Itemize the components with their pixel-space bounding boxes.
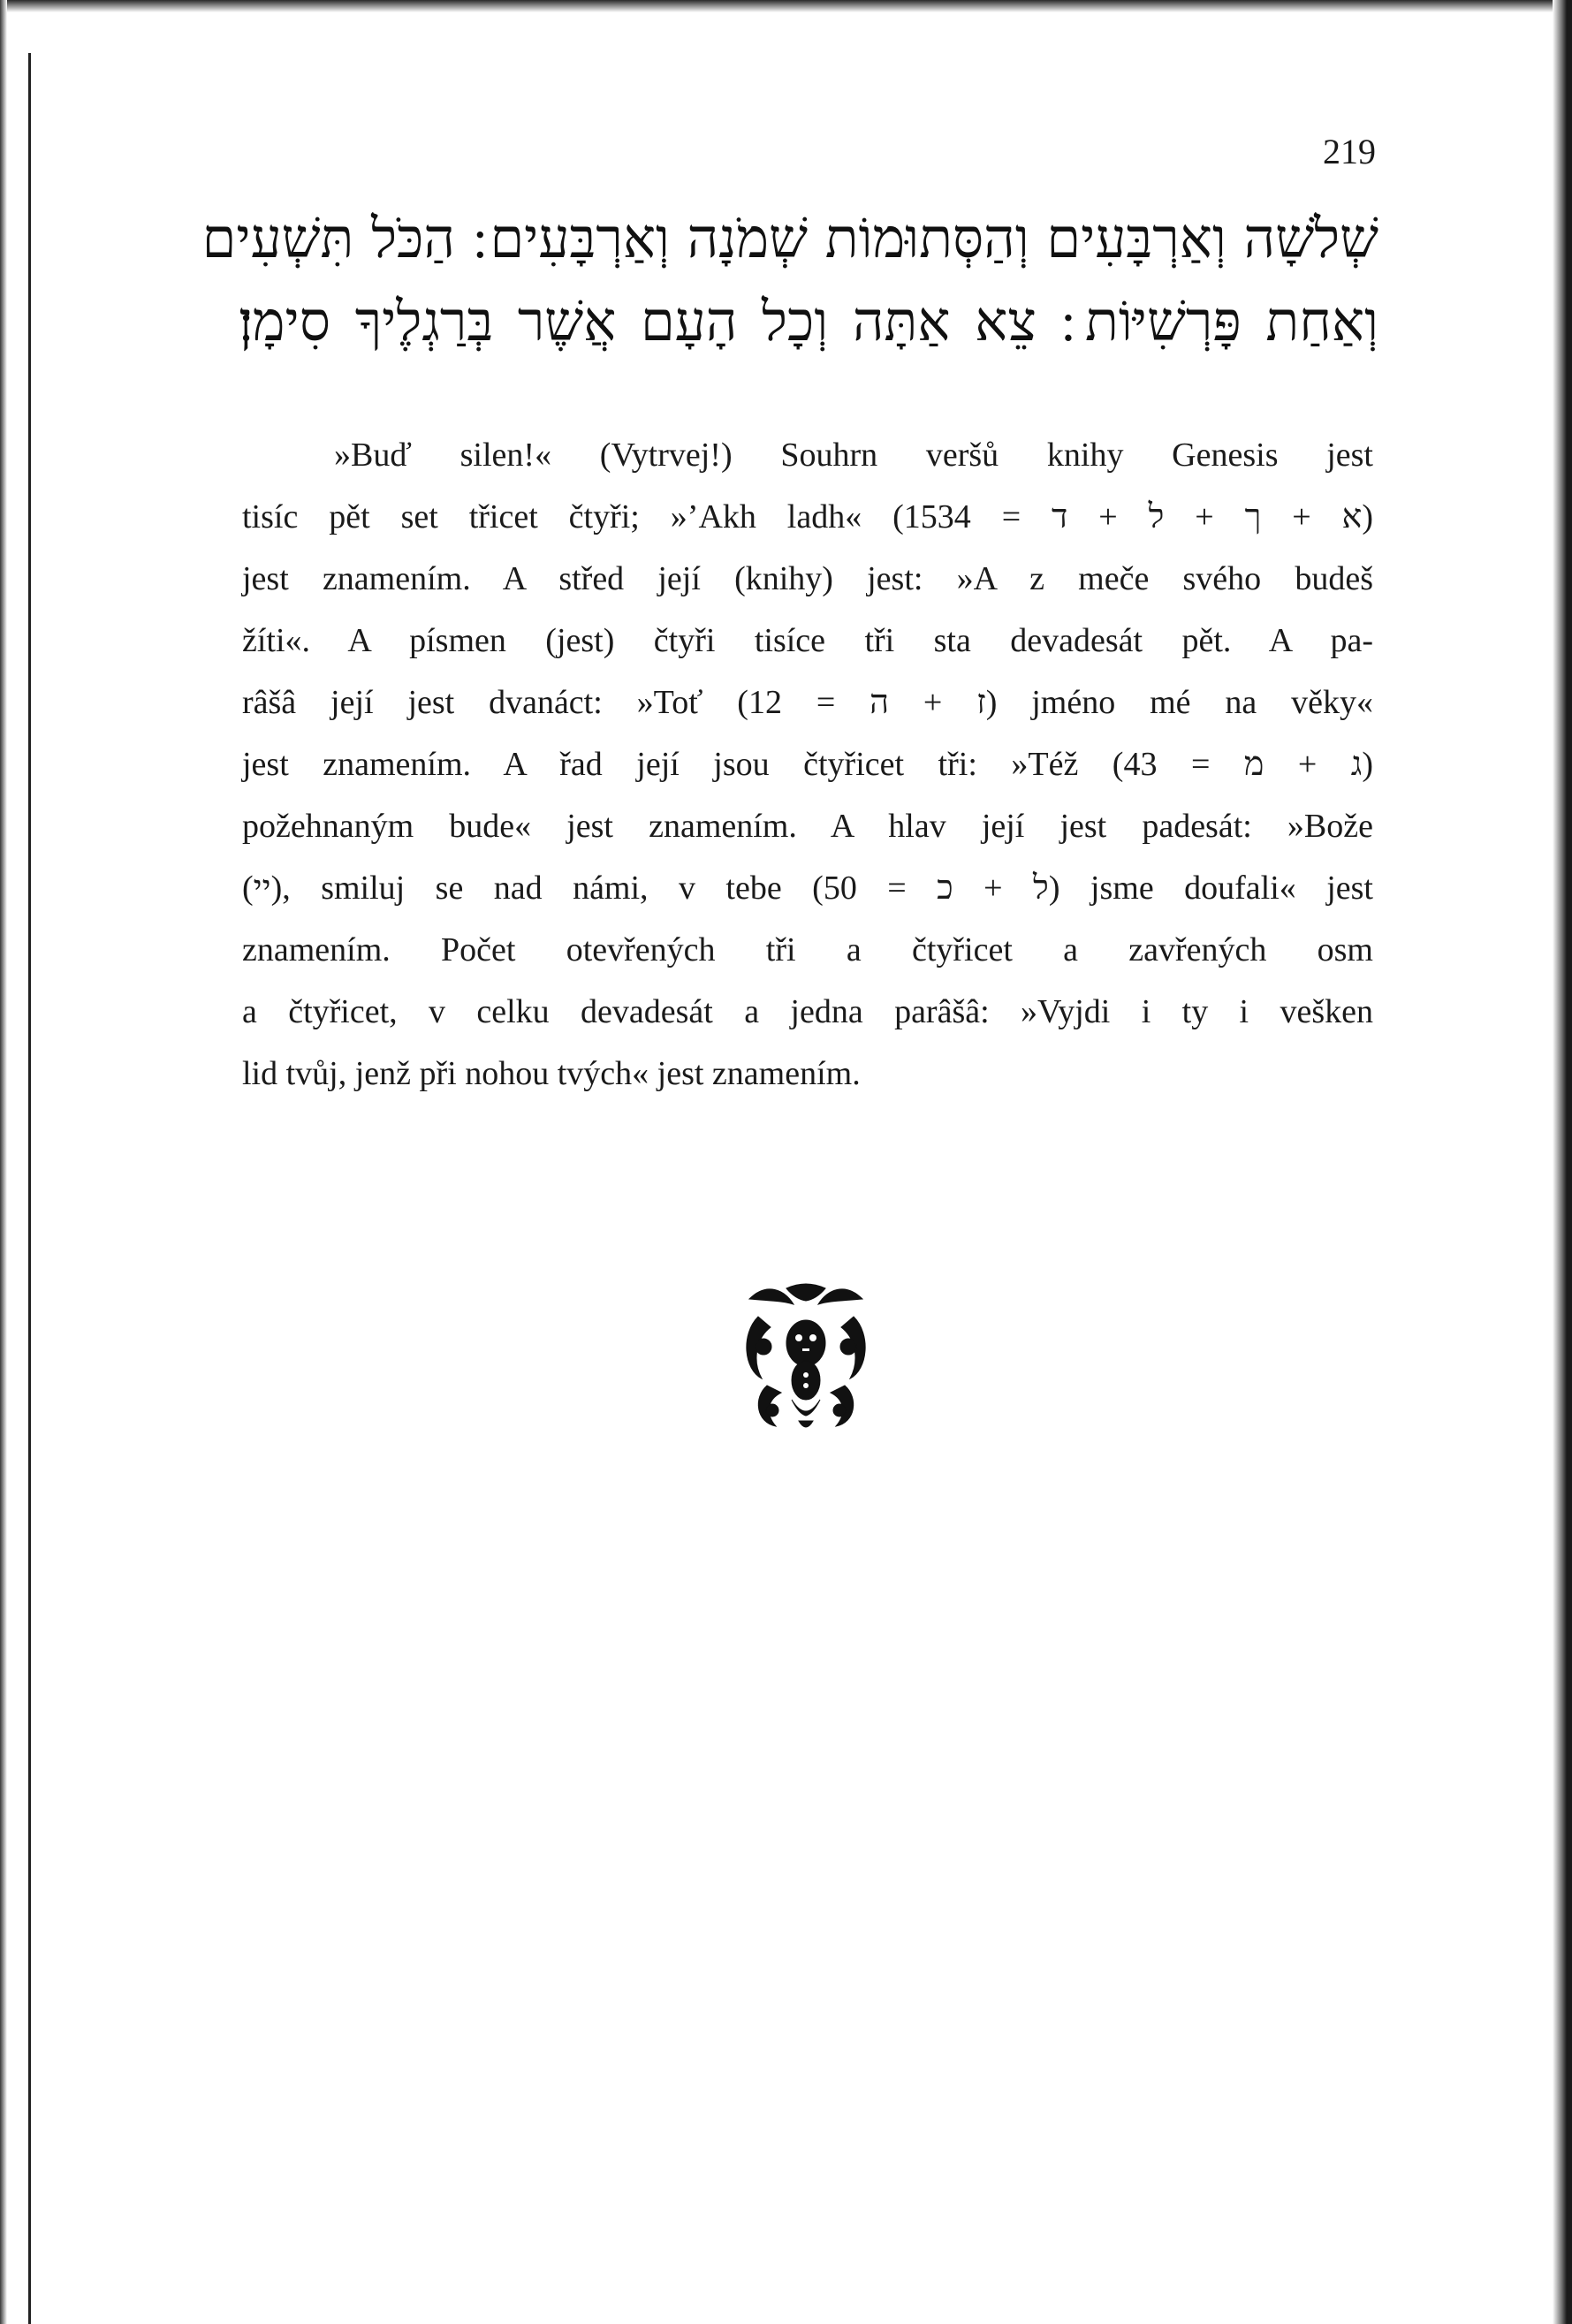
paragraph-line-6: jest znamením. A řad její jsou čtyřicet tři: »Též (ג + מ = 43) — [242, 746, 1373, 783]
paragraph-line-1: »Buď silen!« (Vytrvej!) Souhrn veršů knihy Genesis jest — [334, 437, 1373, 474]
page-edge-left — [0, 0, 7, 2324]
paragraph-line-2: tisíc pět set třicet čtyři; »’Akh ladh« (א + ך + ל + ד = 1534) — [242, 498, 1374, 535]
paragraph-line-4: žíti«. A písmen (jest) čtyři tisíce tři sta devadesát pět. A pa- — [242, 622, 1373, 659]
hebrew-line-1: שְׁלֹשָׁה וְאַרְבָּעִים וְהַסְּתוּמוֹת שְׁמֹנָה וְאַרְבָּעִים ׃ הַכֹּל תִּשְׁעִים — [201, 206, 1378, 270]
paragraph-line-11: lid tvůj, jenž při nohou tvých« jest znamením. — [242, 1055, 861, 1092]
paragraph — [242, 424, 1373, 1105]
binding-line — [28, 53, 31, 2324]
paragraph-line-7: požehnaným bude« jest znamením. A hlav její jest padesát: »Bože — [242, 808, 1373, 845]
paragraph-line-5: râšâ její jest dvanáct: »Toť (ז + ה = 12) jméno mé na věky« — [242, 684, 1373, 721]
printer-ornament-icon — [740, 1281, 871, 1433]
page-number: 219 — [1323, 132, 1376, 171]
paragraph-line-8: (יי), smiluj se nad námi, v tebe (ל + כ = 50) jsme doufali« jest — [242, 870, 1373, 907]
page-edge-top — [0, 0, 1572, 12]
page-edge-right — [1553, 0, 1572, 2324]
hebrew-line-2: וְאַחַת פָּרְשִׁיּוֹת ׃ צֵא אַתָּה וְכָל הָעָם אֲשֶׁר בְּרַגְלֶיךָ סִימָן׃ — [239, 289, 1378, 353]
paragraph-line-3: jest znamením. A střed její (knihy) jest: »A z meče svého budeš — [242, 560, 1373, 597]
paragraph-line-9: znamením. Počet otevřených tři a čtyřicet a zavřených osm — [242, 931, 1373, 968]
paragraph-line-10: a čtyřicet, v celku devadesát a jedna parâšâ: »Vyjdi i ty i vešken — [242, 993, 1373, 1030]
